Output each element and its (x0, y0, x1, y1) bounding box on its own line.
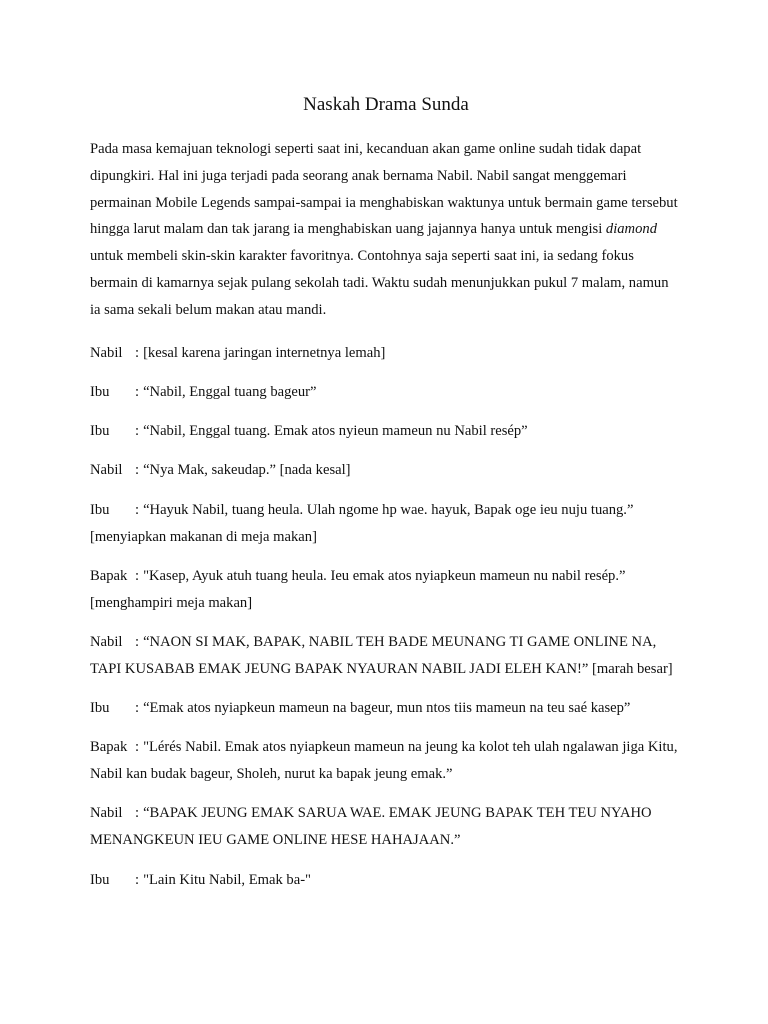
document-page (90, 92, 682, 906)
speaker-colon: : (135, 871, 140, 888)
intro-paragraph (90, 136, 682, 324)
speaker-colon: : (135, 383, 140, 400)
dialogue-text: “Nabil, Enggal tuang. Emak atos nyieun mameun nu Nabil resép” (143, 423, 528, 440)
dialogue-text: “NAON SI MAK, BAPAK, NABIL TEH BADE MEUNANG TI GAME ONLINE NA, TAPI KUSABAB EMAK JEUNG BAPAK NYAURAN NABIL JADI ELEH KAN!” [marah besar] (90, 633, 673, 677)
speaker-colon: : (135, 633, 140, 650)
speaker-name: Bapak (90, 739, 128, 756)
speaker-name: Nabil (90, 344, 123, 361)
speaker-name: Ibu (90, 383, 110, 400)
intro-text-part1: Pada masa kemajuan teknologi seperti saat ini, kecanduan akan game online sudah tidak dapat dipungkiri. Hal ini juga terjadi pada seorang anak bernama Nabil. Nabil sangat menggemari permainan Mobile Legends sampai-sampai ia menghabiskan waktunya untuk bermain game tersebut hingga larut malam dan tak jarang ia menghabiskan uang jajannya hanya untuk mengisi (90, 141, 678, 238)
speaker-colon: : (135, 567, 140, 584)
dialogue-text: “Nabil, Enggal tuang bageur” (143, 383, 317, 400)
dialogue-text: “Hayuk Nabil, tuang heula. Ulah ngome hp wae. hayuk, Bapak oge ieu nuju tuang.” [menyiapkan makanan di meja makan] (90, 501, 634, 545)
speaker-name: Ibu (90, 501, 110, 518)
dialogue-text: “Nya Mak, sakeudap.” [nada kesal] (143, 462, 351, 479)
dialogue-line (90, 497, 682, 551)
intro-italic-word: diamond (605, 221, 657, 238)
dialogue-line (90, 800, 682, 854)
speaker-colon: : (135, 462, 140, 479)
speaker-colon: : (135, 805, 140, 822)
dialogue-line (90, 418, 682, 445)
dialogue-text: “Emak atos nyiapkeun mameun na bageur, mun ntos tiis mameun na teu saé kasep” (143, 700, 631, 717)
dialogue-text: “BAPAK JEUNG EMAK SARUA WAE. EMAK JEUNG BAPAK TEH TEU NYAHO MENANGKEUN IEU GAME ONLINE HESE HAHAJAAN.” (90, 805, 652, 849)
dialogue-line (90, 734, 682, 788)
dialogue-text: "Lain Kitu Nabil, Emak ba-" (143, 871, 312, 888)
speaker-name: Ibu (90, 871, 110, 888)
speaker-name: Nabil (90, 462, 123, 479)
speaker-name: Nabil (90, 805, 123, 822)
speaker-name: Ibu (90, 423, 110, 440)
dialogue-line (90, 563, 682, 617)
dialogue-line (90, 695, 682, 722)
intro-text-part2: untuk membeli skin-skin karakter favoritnya. Contohnya saja seperti saat ini, ia sedang fokus bermain di kamarnya sejak pulang sekolah tadi. Waktu sudah menunjukkan pukul 7 malam, namun ia sama sekali belum makan atau mandi. (90, 248, 669, 318)
speaker-name: Ibu (90, 700, 110, 717)
dialogue-line (90, 340, 682, 367)
dialogue-line (90, 379, 682, 406)
speaker-colon: : (135, 344, 140, 361)
speaker-name: Nabil (90, 633, 123, 650)
speaker-name: Bapak (90, 567, 128, 584)
dialogue-text: "Kasep, Ayuk atuh tuang heula. Ieu emak atos nyiapkeun mameun nu nabil resép.” [menghampiri meja makan] (90, 567, 626, 611)
speaker-colon: : (135, 423, 140, 440)
speaker-colon: : (135, 739, 140, 756)
dialogue-text: [kesal karena jaringan internetnya lemah] (143, 344, 386, 361)
dialogue-line (90, 867, 682, 894)
dialogue-line (90, 457, 682, 484)
speaker-colon: : (135, 700, 140, 717)
dialogue-text: "Lérés Nabil. Emak atos nyiapkeun mameun na jeung ka kolot teh ulah ngalawan jiga Kitu, Nabil kan budak bageur, Sholeh, nurut ka bapak jeung emak.” (90, 739, 678, 783)
document-title: Naskah Drama Sunda (303, 94, 469, 115)
dialogue-list (90, 340, 682, 894)
speaker-colon: : (135, 501, 140, 518)
dialogue-line (90, 629, 682, 683)
